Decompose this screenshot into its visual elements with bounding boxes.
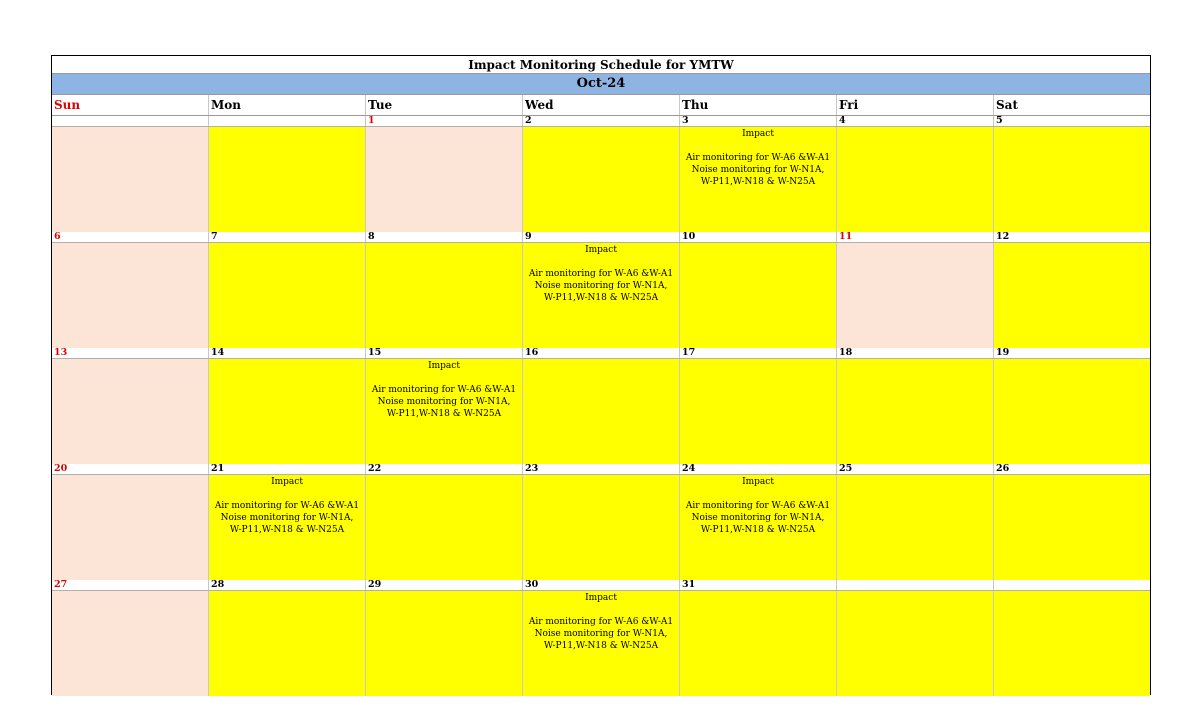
calendar-weeks: [52, 116, 1150, 696]
date-number: [52, 116, 209, 126]
calendar-week: [52, 580, 1150, 696]
date-number: 20: [52, 464, 209, 474]
date-number: 13: [52, 348, 209, 358]
date-number-row: [52, 116, 1150, 127]
event-spacer: [209, 488, 365, 500]
weekday-wed: Wed: [523, 95, 680, 115]
event-title: Impact: [585, 245, 617, 255]
event-noise-monitoring: Noise monitoring for W-N1A,: [691, 165, 825, 175]
date-number: [209, 116, 366, 126]
event-air-monitoring: Air monitoring for W-A6 &W-A1: [528, 269, 674, 279]
event-spacer: [680, 140, 836, 152]
date-number: 29: [366, 580, 523, 590]
day-cell[interactable]: [680, 475, 837, 580]
event-noise-monitoring: Noise monitoring for W-N1A,: [377, 397, 511, 407]
event-air-monitoring: Air monitoring for W-A6 &W-A1: [214, 501, 360, 511]
day-cell[interactable]: [209, 243, 366, 348]
event-noise-stations: W-P11,W-N18 & W-N25A: [700, 177, 816, 187]
date-number: 5: [994, 116, 1150, 126]
date-number: 11: [837, 232, 994, 242]
date-number: 22: [366, 464, 523, 474]
event-noise-stations: W-P11,W-N18 & W-N25A: [229, 525, 345, 535]
day-cell[interactable]: [523, 243, 680, 348]
event-noise-monitoring: Noise monitoring for W-N1A,: [691, 513, 825, 523]
day-cell[interactable]: [837, 127, 994, 232]
event-noise-monitoring: Noise monitoring for W-N1A,: [220, 513, 354, 523]
day-cell[interactable]: [209, 127, 366, 232]
event-noise-stations: W-P11,W-N18 & W-N25A: [700, 525, 816, 535]
day-cell[interactable]: [52, 243, 209, 348]
day-cell[interactable]: [680, 127, 837, 232]
day-cell[interactable]: [523, 475, 680, 580]
day-cell[interactable]: [994, 475, 1150, 580]
event-title: Impact: [428, 361, 460, 371]
day-cell[interactable]: [366, 127, 523, 232]
day-cell[interactable]: [366, 243, 523, 348]
day-cell-row: [52, 591, 1150, 696]
date-number-row: [52, 348, 1150, 359]
date-number: 18: [837, 348, 994, 358]
date-number: 26: [994, 464, 1150, 474]
date-number: 1: [366, 116, 523, 126]
calendar-title: Impact Monitoring Schedule for YMTW: [52, 56, 1150, 74]
day-cell[interactable]: [837, 243, 994, 348]
event-noise-monitoring: Noise monitoring for W-N1A,: [534, 281, 668, 291]
day-cell[interactable]: [52, 475, 209, 580]
day-cell[interactable]: [209, 359, 366, 464]
weekday-header-row: [52, 95, 1150, 116]
date-number: 15: [366, 348, 523, 358]
day-cell-row: [52, 475, 1150, 580]
weekday-fri: Fri: [837, 95, 994, 115]
date-number: 4: [837, 116, 994, 126]
day-cell[interactable]: [994, 127, 1150, 232]
day-cell[interactable]: [837, 591, 994, 696]
day-cell[interactable]: [837, 475, 994, 580]
day-cell[interactable]: [994, 243, 1150, 348]
event-noise-stations: W-P11,W-N18 & W-N25A: [386, 409, 502, 419]
date-number: 17: [680, 348, 837, 358]
day-cell[interactable]: [523, 359, 680, 464]
calendar-sheet: [51, 55, 1151, 695]
event-title: Impact: [742, 129, 774, 139]
weekday-tue: Tue: [366, 95, 523, 115]
date-number: 2: [523, 116, 680, 126]
day-cell[interactable]: [366, 591, 523, 696]
date-number: 8: [366, 232, 523, 242]
day-cell[interactable]: [680, 243, 837, 348]
event-air-monitoring: Air monitoring for W-A6 &W-A1: [685, 153, 831, 163]
day-cell[interactable]: [994, 359, 1150, 464]
date-number-row: [52, 580, 1150, 591]
event-air-monitoring: Air monitoring for W-A6 &W-A1: [528, 617, 674, 627]
date-number-row: [52, 232, 1150, 243]
date-number: 10: [680, 232, 837, 242]
date-number: 7: [209, 232, 366, 242]
day-cell-row: [52, 127, 1150, 232]
calendar-week: [52, 348, 1150, 464]
date-number: 19: [994, 348, 1150, 358]
weekday-sat: Sat: [996, 98, 1018, 112]
calendar-week: [52, 232, 1150, 348]
event-noise-stations: W-P11,W-N18 & W-N25A: [543, 293, 659, 303]
day-cell[interactable]: [994, 591, 1150, 696]
date-number-row: [52, 464, 1150, 475]
event-noise-stations: W-P11,W-N18 & W-N25A: [543, 641, 659, 651]
date-number: 23: [523, 464, 680, 474]
day-cell[interactable]: [366, 475, 523, 580]
date-number: [994, 580, 1150, 590]
weekday-thu: Thu: [680, 95, 837, 115]
date-number: 21: [209, 464, 366, 474]
date-number: 27: [52, 580, 209, 590]
day-cell[interactable]: [209, 475, 366, 580]
date-number: 16: [523, 348, 680, 358]
event-title: Impact: [742, 477, 774, 487]
day-cell[interactable]: [680, 591, 837, 696]
calendar-week: [52, 464, 1150, 580]
date-number: [837, 580, 994, 590]
event-spacer: [523, 256, 679, 268]
day-cell-row: [52, 243, 1150, 348]
date-number: 30: [523, 580, 680, 590]
event-spacer: [680, 488, 836, 500]
weekday-sun: Sun: [52, 95, 209, 115]
date-number: 25: [837, 464, 994, 474]
date-number: 9: [523, 232, 680, 242]
event-air-monitoring: Air monitoring for W-A6 &W-A1: [685, 501, 831, 511]
event-title: Impact: [585, 593, 617, 603]
date-number: 12: [994, 232, 1150, 242]
event-spacer: [366, 372, 522, 384]
day-cell[interactable]: [523, 127, 680, 232]
date-number: 3: [680, 116, 837, 126]
day-cell[interactable]: [52, 359, 209, 464]
day-cell[interactable]: [209, 591, 366, 696]
event-air-monitoring: Air monitoring for W-A6 &W-A1: [371, 385, 517, 395]
weekday-mon: Mon: [209, 95, 366, 115]
day-cell[interactable]: [366, 359, 523, 464]
day-cell[interactable]: [52, 127, 209, 232]
day-cell[interactable]: [837, 359, 994, 464]
day-cell-row: [52, 359, 1150, 464]
event-spacer: [523, 604, 679, 616]
event-title: Impact: [271, 477, 303, 487]
date-number: 28: [209, 580, 366, 590]
day-cell[interactable]: [523, 591, 680, 696]
event-noise-monitoring: Noise monitoring for W-N1A,: [534, 629, 668, 639]
date-number: 14: [209, 348, 366, 358]
calendar-week: [52, 116, 1150, 232]
day-cell[interactable]: [52, 591, 209, 696]
month-header: Oct-24: [52, 74, 1150, 95]
day-cell[interactable]: [680, 359, 837, 464]
date-number: 31: [680, 580, 837, 590]
date-number: 24: [680, 464, 837, 474]
date-number: 6: [52, 232, 209, 242]
